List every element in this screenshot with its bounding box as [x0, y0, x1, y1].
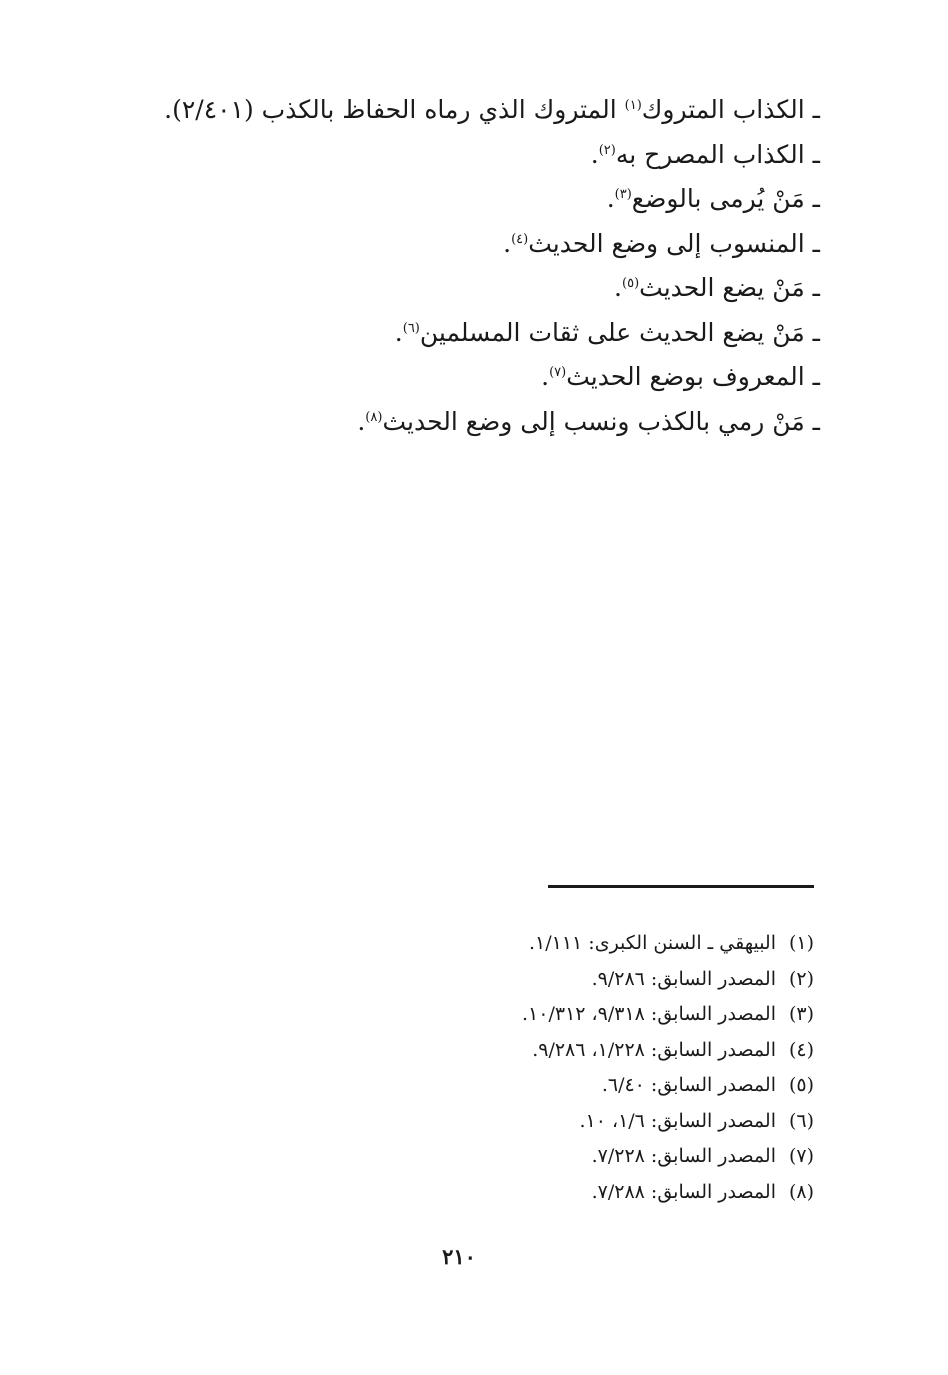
footnote-number: (٣)	[788, 1003, 814, 1025]
footnote-item	[214, 1104, 814, 1140]
footnote-number: (٥)	[788, 1074, 814, 1096]
footnote-marker: (٤)	[511, 231, 529, 247]
footnote-number: (١)	[788, 932, 814, 954]
list-item	[120, 311, 820, 356]
footnote-text: المصدر السابق: ٩/٢٨٦.	[591, 967, 776, 990]
footnote-marker: (٢)	[598, 142, 616, 158]
footnotes-list	[214, 926, 814, 1210]
footnote-item	[214, 1139, 814, 1175]
footnote-marker: (٥)	[622, 276, 640, 291]
footnote-item	[214, 926, 814, 962]
footnote-separator	[548, 885, 814, 888]
footnote-number: (٨)	[788, 1180, 814, 1203]
footnote-number: (٢)	[788, 967, 814, 990]
item-text: ـ المعروف بوضع الحديث	[566, 362, 820, 391]
footnote-text: المصدر السابق: ١/٦، ١٠.	[579, 1109, 776, 1132]
footnote-text: المصدر السابق: ٩/٣١٨، ١٠/٣١٢.	[522, 1003, 776, 1025]
footnote-text: البيهقي ـ السنن الكبرى: ١/١١١.	[528, 932, 776, 954]
list-item	[120, 88, 820, 133]
footnote-text: المصدر السابق: ٧/٢٨٨.	[591, 1180, 776, 1203]
item-suffix: .	[541, 362, 550, 391]
item-text: ـ الكذاب المتروك	[641, 95, 820, 124]
list-item	[120, 222, 820, 267]
footnote-number: (٧)	[788, 1145, 814, 1167]
footnote-item	[214, 962, 814, 998]
item-suffix: .	[394, 317, 403, 347]
footnote-text: المصدر السابق: ٦/٤٠.	[601, 1074, 776, 1096]
footnote-item	[214, 1068, 814, 1104]
item-text: ـ مَنْ يُرمى بالوضع	[631, 184, 820, 213]
main-text-list	[120, 88, 820, 444]
list-item	[120, 177, 820, 222]
list-item	[120, 400, 820, 445]
item-suffix: .	[614, 273, 622, 302]
item-text: ـ المنسوب إلى وضع الحديث	[528, 228, 820, 258]
item-text: ـ مَنْ يضع الحديث على ثقات المسلمين	[419, 317, 820, 347]
footnote-item	[214, 1175, 814, 1211]
footnote-text: المصدر السابق: ١/٢٢٨، ٩/٢٨٦.	[532, 1038, 776, 1061]
footnote-text: المصدر السابق: ٧/٢٢٨.	[591, 1145, 776, 1167]
footnote-number: (٦)	[788, 1109, 814, 1132]
list-item	[120, 133, 820, 178]
item-text: ـ مَنْ يضع الحديث	[639, 273, 820, 302]
page-number: ٢١٠	[442, 1244, 476, 1269]
footnote-number: (٤)	[788, 1038, 814, 1061]
footnote-item	[214, 1033, 814, 1069]
item-text: ـ الكذاب المصرح به	[615, 139, 820, 169]
list-item	[120, 355, 820, 400]
footnote-marker: (٣)	[614, 187, 632, 202]
footnote-marker: (٧)	[549, 365, 567, 380]
footnote-item	[214, 997, 814, 1033]
footnote-marker: (٦)	[402, 320, 420, 336]
footnote-marker: (١)	[624, 98, 642, 113]
item-suffix: المتروك الذي رماه الحفاظ بالكذب (٢/٤٠١).	[164, 95, 625, 124]
item-suffix: .	[503, 228, 512, 258]
item-suffix: .	[606, 184, 615, 213]
item-text: ـ مَنْ رمي بالكذب ونسب إلى وضع الحديث	[382, 406, 820, 436]
list-item	[120, 266, 820, 311]
footnote-marker: (٨)	[365, 409, 383, 425]
item-suffix: .	[357, 406, 366, 436]
item-suffix: .	[590, 139, 599, 169]
